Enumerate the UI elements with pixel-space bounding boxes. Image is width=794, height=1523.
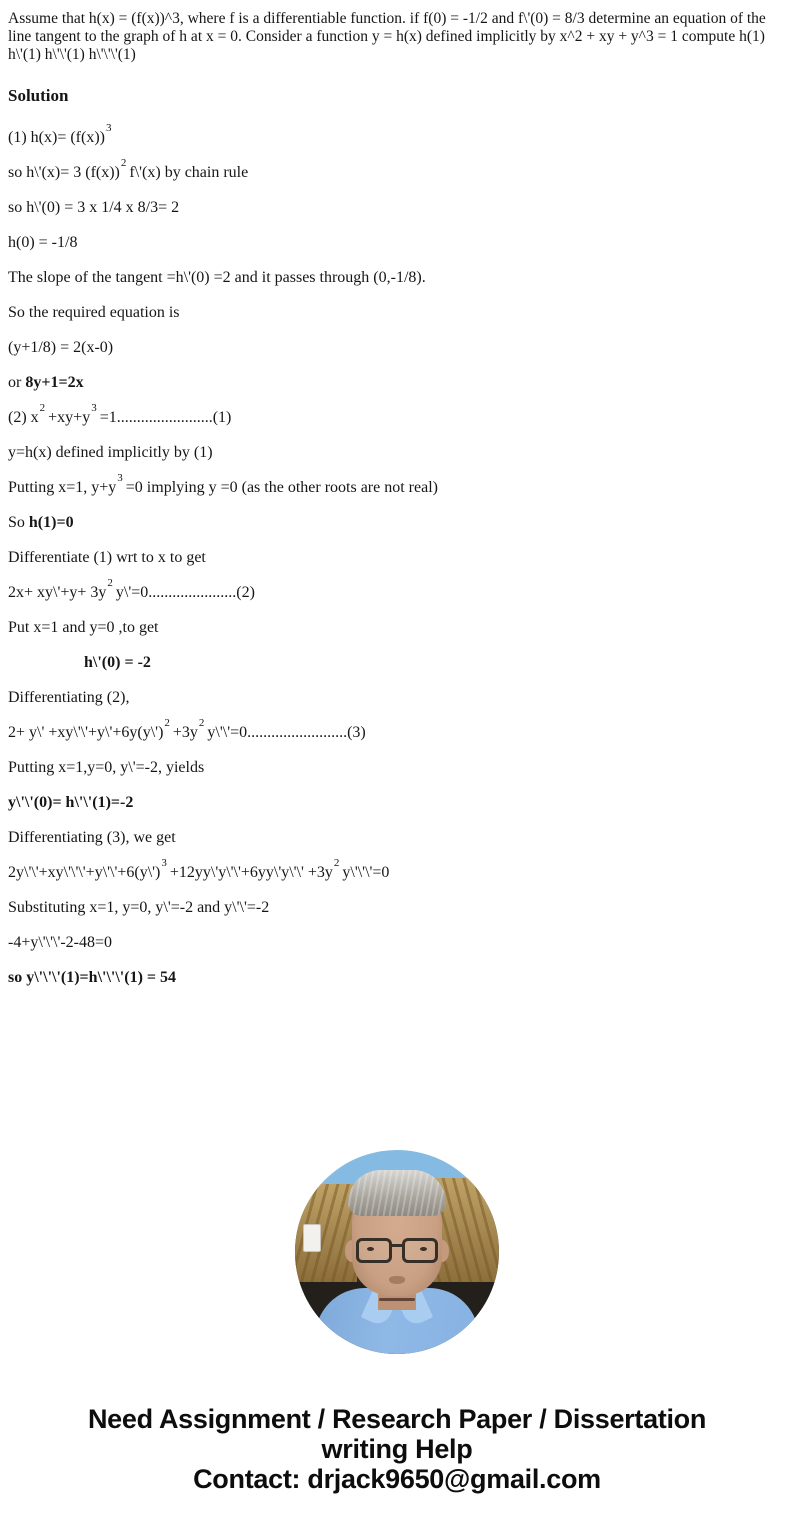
solution-line: So the required equation is: [8, 304, 180, 321]
solution-line: Putting x=1, $y+y^3 =0$ implying y =0 (as the other roots are not real): [8, 471, 438, 496]
glasses-right-lens: [402, 1238, 438, 1263]
glasses: [354, 1238, 440, 1262]
glasses-left-lens: [356, 1238, 392, 1263]
solution-line: The slope of the tangent =h\'(0) =2 and it passes through (0,-1/8).: [8, 269, 426, 286]
solution-line: (2) $x^2 +xy+y^3 =1........................(1)$: [8, 401, 232, 426]
solution-line: Substituting x=1, y=0, y\'=-2 and y\'\'=-2: [8, 899, 270, 916]
solution-line: 2y\'\'+xy\'\'\'+y\'\'+6(y\')$^3$ +12yy\'y\'\'+6yy\'y\'\' $+3y^2$ y\'\'\'=0: [8, 856, 390, 881]
tutor-avatar: [295, 1150, 499, 1354]
solution-line: so y\'\'\'(1)=h\'\'\'(1) = 54: [8, 969, 177, 986]
nose: [389, 1276, 405, 1284]
footer-banner: [8, 1404, 786, 1494]
problem-statement: Assume that h(x) = (f(x))^3, where f is a differentiable function. if f(0) = -1/2 and f\'(0) = 8/3 determine an equation of the line tangent to the graph of h at x = 0. Consider a function y = h(x) defined implicitly by x^2 + xy + y^3 = 1 compute h(1) h\'(1) h\'\'(1) h\'\'\'(1): [8, 10, 766, 63]
solution-line: so h\'(x)= 3 $(f(x))^2$ f\'(x) by chain rule: [8, 156, 249, 181]
solution-line: (1) $h(x)= (f(x))^3$: [8, 121, 112, 146]
solution-line: h(0) = -1/8: [8, 234, 78, 251]
footer-contact-email: Contact: drjack9650@gmail.com: [193, 1464, 601, 1494]
solution-line: h\'(0) = -2: [84, 654, 151, 671]
left-eye: [367, 1247, 374, 1251]
solution-heading: Solution: [8, 86, 69, 105]
switch-plate: [303, 1224, 321, 1252]
solution-line: So h(1)=0: [8, 514, 74, 531]
solution-line: Put x=1 and y=0 ,to get: [8, 619, 159, 636]
mouth: [379, 1298, 415, 1301]
solution-line: Differentiating (3), we get: [8, 829, 176, 846]
solution-lines: [8, 121, 786, 987]
solution-line: 2x+ xy\'+y+ $3y^2$ y\'=0......................(2): [8, 576, 255, 601]
hair: [348, 1170, 446, 1216]
solution-line: so h\'(0) = 3 x 1/4 x 8/3= 2: [8, 199, 180, 216]
footer-heading-line-1: Need Assignment / Research Paper / Dissertation: [87, 1404, 707, 1434]
solution-line: -4+y\'\'\'-2-48=0: [8, 934, 113, 951]
solution-line: or 8y+1=2x: [8, 374, 84, 391]
solution-line: Putting x=1,y=0, y\'=-2, yields: [8, 759, 205, 776]
glasses-bridge: [392, 1244, 402, 1247]
solution-line: y=h(x) defined implicitly by (1): [8, 444, 213, 461]
solution-line: Differentiating (2),: [8, 689, 130, 706]
solution-line: y\'\'(0)= h\'\'(1)=-2: [8, 794, 134, 811]
solution-line: (y+1/8) = 2(x-0): [8, 339, 114, 356]
solution-line: 2+ y\' +xy\'\'+y\'+6y(y\')$^2$ $+3y^2$ y\'\'=0.........................(3): [8, 716, 366, 741]
solution-line: Differentiate (1) wrt to x to get: [8, 549, 206, 566]
right-eye: [420, 1247, 427, 1251]
footer-heading-line-2: writing Help: [321, 1434, 473, 1464]
